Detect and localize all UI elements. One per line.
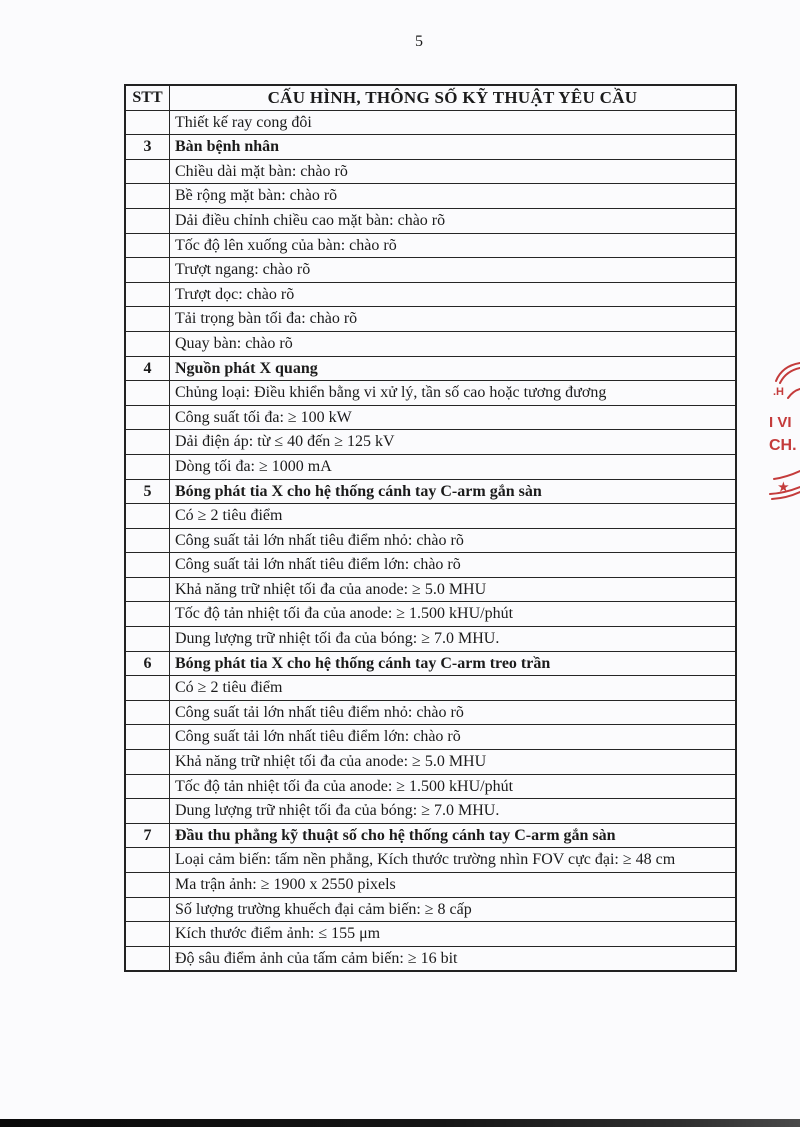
row-stt <box>125 553 170 578</box>
stamp-arc <box>788 389 800 398</box>
row-stt <box>125 307 170 332</box>
row-stt <box>125 676 170 701</box>
page-number: 5 <box>415 33 423 50</box>
row-stt <box>125 184 170 209</box>
row-spec: Bề rộng mặt bàn: chào rõ <box>170 184 737 209</box>
row-stt <box>125 774 170 799</box>
row-stt: 6 <box>125 651 170 676</box>
row-spec: Tốc độ tản nhiệt tối đa của anode: ≥ 1.500 kHU/phút <box>170 602 737 627</box>
row-stt <box>125 159 170 184</box>
row-spec: Có ≥ 2 tiêu điểm <box>170 676 737 701</box>
row-spec: Công suất tải lớn nhất tiêu điểm nhỏ: chào rõ <box>170 700 737 725</box>
row-stt: 5 <box>125 479 170 504</box>
row-spec: Kích thước điểm ảnh: ≤ 155 μm <box>170 922 737 947</box>
row-spec: Công suất tối đa: ≥ 100 kW <box>170 405 737 430</box>
row-spec: Bóng phát tia X cho hệ thống cánh tay C-arm gắn sàn <box>170 479 737 504</box>
row-stt <box>125 725 170 750</box>
row-spec: Số lượng trường khuếch đại cảm biến: ≥ 8 cấp <box>170 897 737 922</box>
header-spec: CẤU HÌNH, THÔNG SỐ KỸ THUẬT YÊU CẦU <box>170 85 737 110</box>
row-spec: Tốc độ tản nhiệt tối đa của anode: ≥ 1.500 kHU/phút <box>170 774 737 799</box>
row-spec: Bóng phát tia X cho hệ thống cánh tay C-arm treo trần <box>170 651 737 676</box>
table-row <box>125 799 736 824</box>
row-spec: Thiết kế ray cong đôi <box>170 110 737 135</box>
row-stt <box>125 848 170 873</box>
table-row <box>125 750 736 775</box>
row-stt <box>125 627 170 652</box>
row-spec: Tải trọng bàn tối đa: chào rõ <box>170 307 737 332</box>
row-stt <box>125 799 170 824</box>
table-row <box>125 454 736 479</box>
table-row <box>125 504 736 529</box>
table-row <box>125 528 736 553</box>
table-row <box>125 208 736 233</box>
row-stt <box>125 208 170 233</box>
row-spec: Nguồn phát X quang <box>170 356 737 381</box>
header-stt: STT <box>125 85 170 110</box>
table-row <box>125 331 736 356</box>
table-row <box>125 282 736 307</box>
row-spec: Loại cảm biến: tấm nền phẳng, Kích thước trường nhìn FOV cực đại: ≥ 48 cm <box>170 848 737 873</box>
row-spec: Công suất tải lớn nhất tiêu điểm lớn: chào rõ <box>170 553 737 578</box>
row-spec: Dải điện áp: từ ≤ 40 đến ≥ 125 kV <box>170 430 737 455</box>
row-spec: Dòng tối đa: ≥ 1000 mA <box>170 454 737 479</box>
table-row <box>125 848 736 873</box>
table-row <box>125 700 736 725</box>
table-row <box>125 897 736 922</box>
table-row <box>125 873 736 898</box>
spec-table-head <box>125 85 736 110</box>
row-stt <box>125 110 170 135</box>
row-spec: Dải điều chỉnh chiều cao mặt bàn: chào rõ <box>170 208 737 233</box>
row-stt <box>125 897 170 922</box>
row-spec: Trượt dọc: chào rõ <box>170 282 737 307</box>
table-row <box>125 627 736 652</box>
row-spec: Khả năng trữ nhiệt tối đa của anode: ≥ 5.0 MHU <box>170 750 737 775</box>
table-row <box>125 479 736 504</box>
row-spec: Quay bàn: chào rõ <box>170 331 737 356</box>
row-spec: Công suất tải lớn nhất tiêu điểm nhỏ: chào rõ <box>170 528 737 553</box>
table-row <box>125 405 736 430</box>
row-spec: Trượt ngang: chào rõ <box>170 258 737 283</box>
row-spec: Bàn bệnh nhân <box>170 135 737 160</box>
row-stt: 4 <box>125 356 170 381</box>
table-row <box>125 553 736 578</box>
row-stt <box>125 528 170 553</box>
official-stamp-fragment <box>757 357 800 507</box>
row-stt <box>125 700 170 725</box>
row-spec: Khả năng trữ nhiệt tối đa của anode: ≥ 5.0 MHU <box>170 577 737 602</box>
row-stt <box>125 922 170 947</box>
table-row <box>125 184 736 209</box>
row-stt <box>125 233 170 258</box>
row-spec: Ma trận ảnh: ≥ 1900 x 2550 pixels <box>170 873 737 898</box>
row-stt <box>125 430 170 455</box>
row-stt <box>125 405 170 430</box>
row-stt: 7 <box>125 823 170 848</box>
stamp-star-icon: ★ <box>778 480 789 494</box>
row-stt <box>125 454 170 479</box>
table-row <box>125 922 736 947</box>
stamp-text-line2: CH. <box>769 437 797 454</box>
row-stt <box>125 504 170 529</box>
row-stt <box>125 750 170 775</box>
row-stt <box>125 331 170 356</box>
row-stt <box>125 381 170 406</box>
row-spec: Có ≥ 2 tiêu điểm <box>170 504 737 529</box>
stamp-arc <box>774 471 800 479</box>
table-header-row <box>125 85 736 110</box>
table-row <box>125 651 736 676</box>
table-row <box>125 676 736 701</box>
row-stt <box>125 577 170 602</box>
table-row <box>125 381 736 406</box>
row-spec: Dung lượng trữ nhiệt tối đa của bóng: ≥ 7.0 MHU. <box>170 627 737 652</box>
table-row <box>125 725 736 750</box>
row-spec: Chiều dài mặt bàn: chào rõ <box>170 159 737 184</box>
table-row <box>125 307 736 332</box>
row-stt <box>125 946 170 971</box>
row-stt <box>125 282 170 307</box>
row-spec: Độ sâu điểm ảnh của tấm cảm biến: ≥ 16 bit <box>170 946 737 971</box>
table-row <box>125 774 736 799</box>
row-stt: 3 <box>125 135 170 160</box>
spec-table-body <box>125 110 736 971</box>
row-stt <box>125 602 170 627</box>
table-row <box>125 602 736 627</box>
row-spec: Đầu thu phẳng kỹ thuật số cho hệ thống cánh tay C-arm gắn sàn <box>170 823 737 848</box>
stamp-arc <box>776 363 800 381</box>
table-row <box>125 823 736 848</box>
table-row <box>125 430 736 455</box>
table-row <box>125 110 736 135</box>
table-row <box>125 258 736 283</box>
row-spec: Dung lượng trữ nhiệt tối đa của bóng: ≥ 7.0 MHU. <box>170 799 737 824</box>
stamp-text-line1: I VI <box>769 414 792 431</box>
table-row <box>125 356 736 381</box>
table-row <box>125 233 736 258</box>
table-row <box>125 946 736 971</box>
row-spec: Chủng loại: Điều khiển bằng vi xử lý, tần số cao hoặc tương đương <box>170 381 737 406</box>
row-stt <box>125 258 170 283</box>
stamp-svg <box>757 357 800 507</box>
spec-table <box>124 84 737 972</box>
stamp-text-top: .H <box>773 386 784 398</box>
scan-edge-bar <box>0 1119 800 1127</box>
row-stt <box>125 873 170 898</box>
row-spec: Công suất tải lớn nhất tiêu điểm lớn: chào rõ <box>170 725 737 750</box>
table-row <box>125 577 736 602</box>
table-row <box>125 135 736 160</box>
table-row <box>125 159 736 184</box>
row-spec: Tốc độ lên xuống của bàn: chào rõ <box>170 233 737 258</box>
